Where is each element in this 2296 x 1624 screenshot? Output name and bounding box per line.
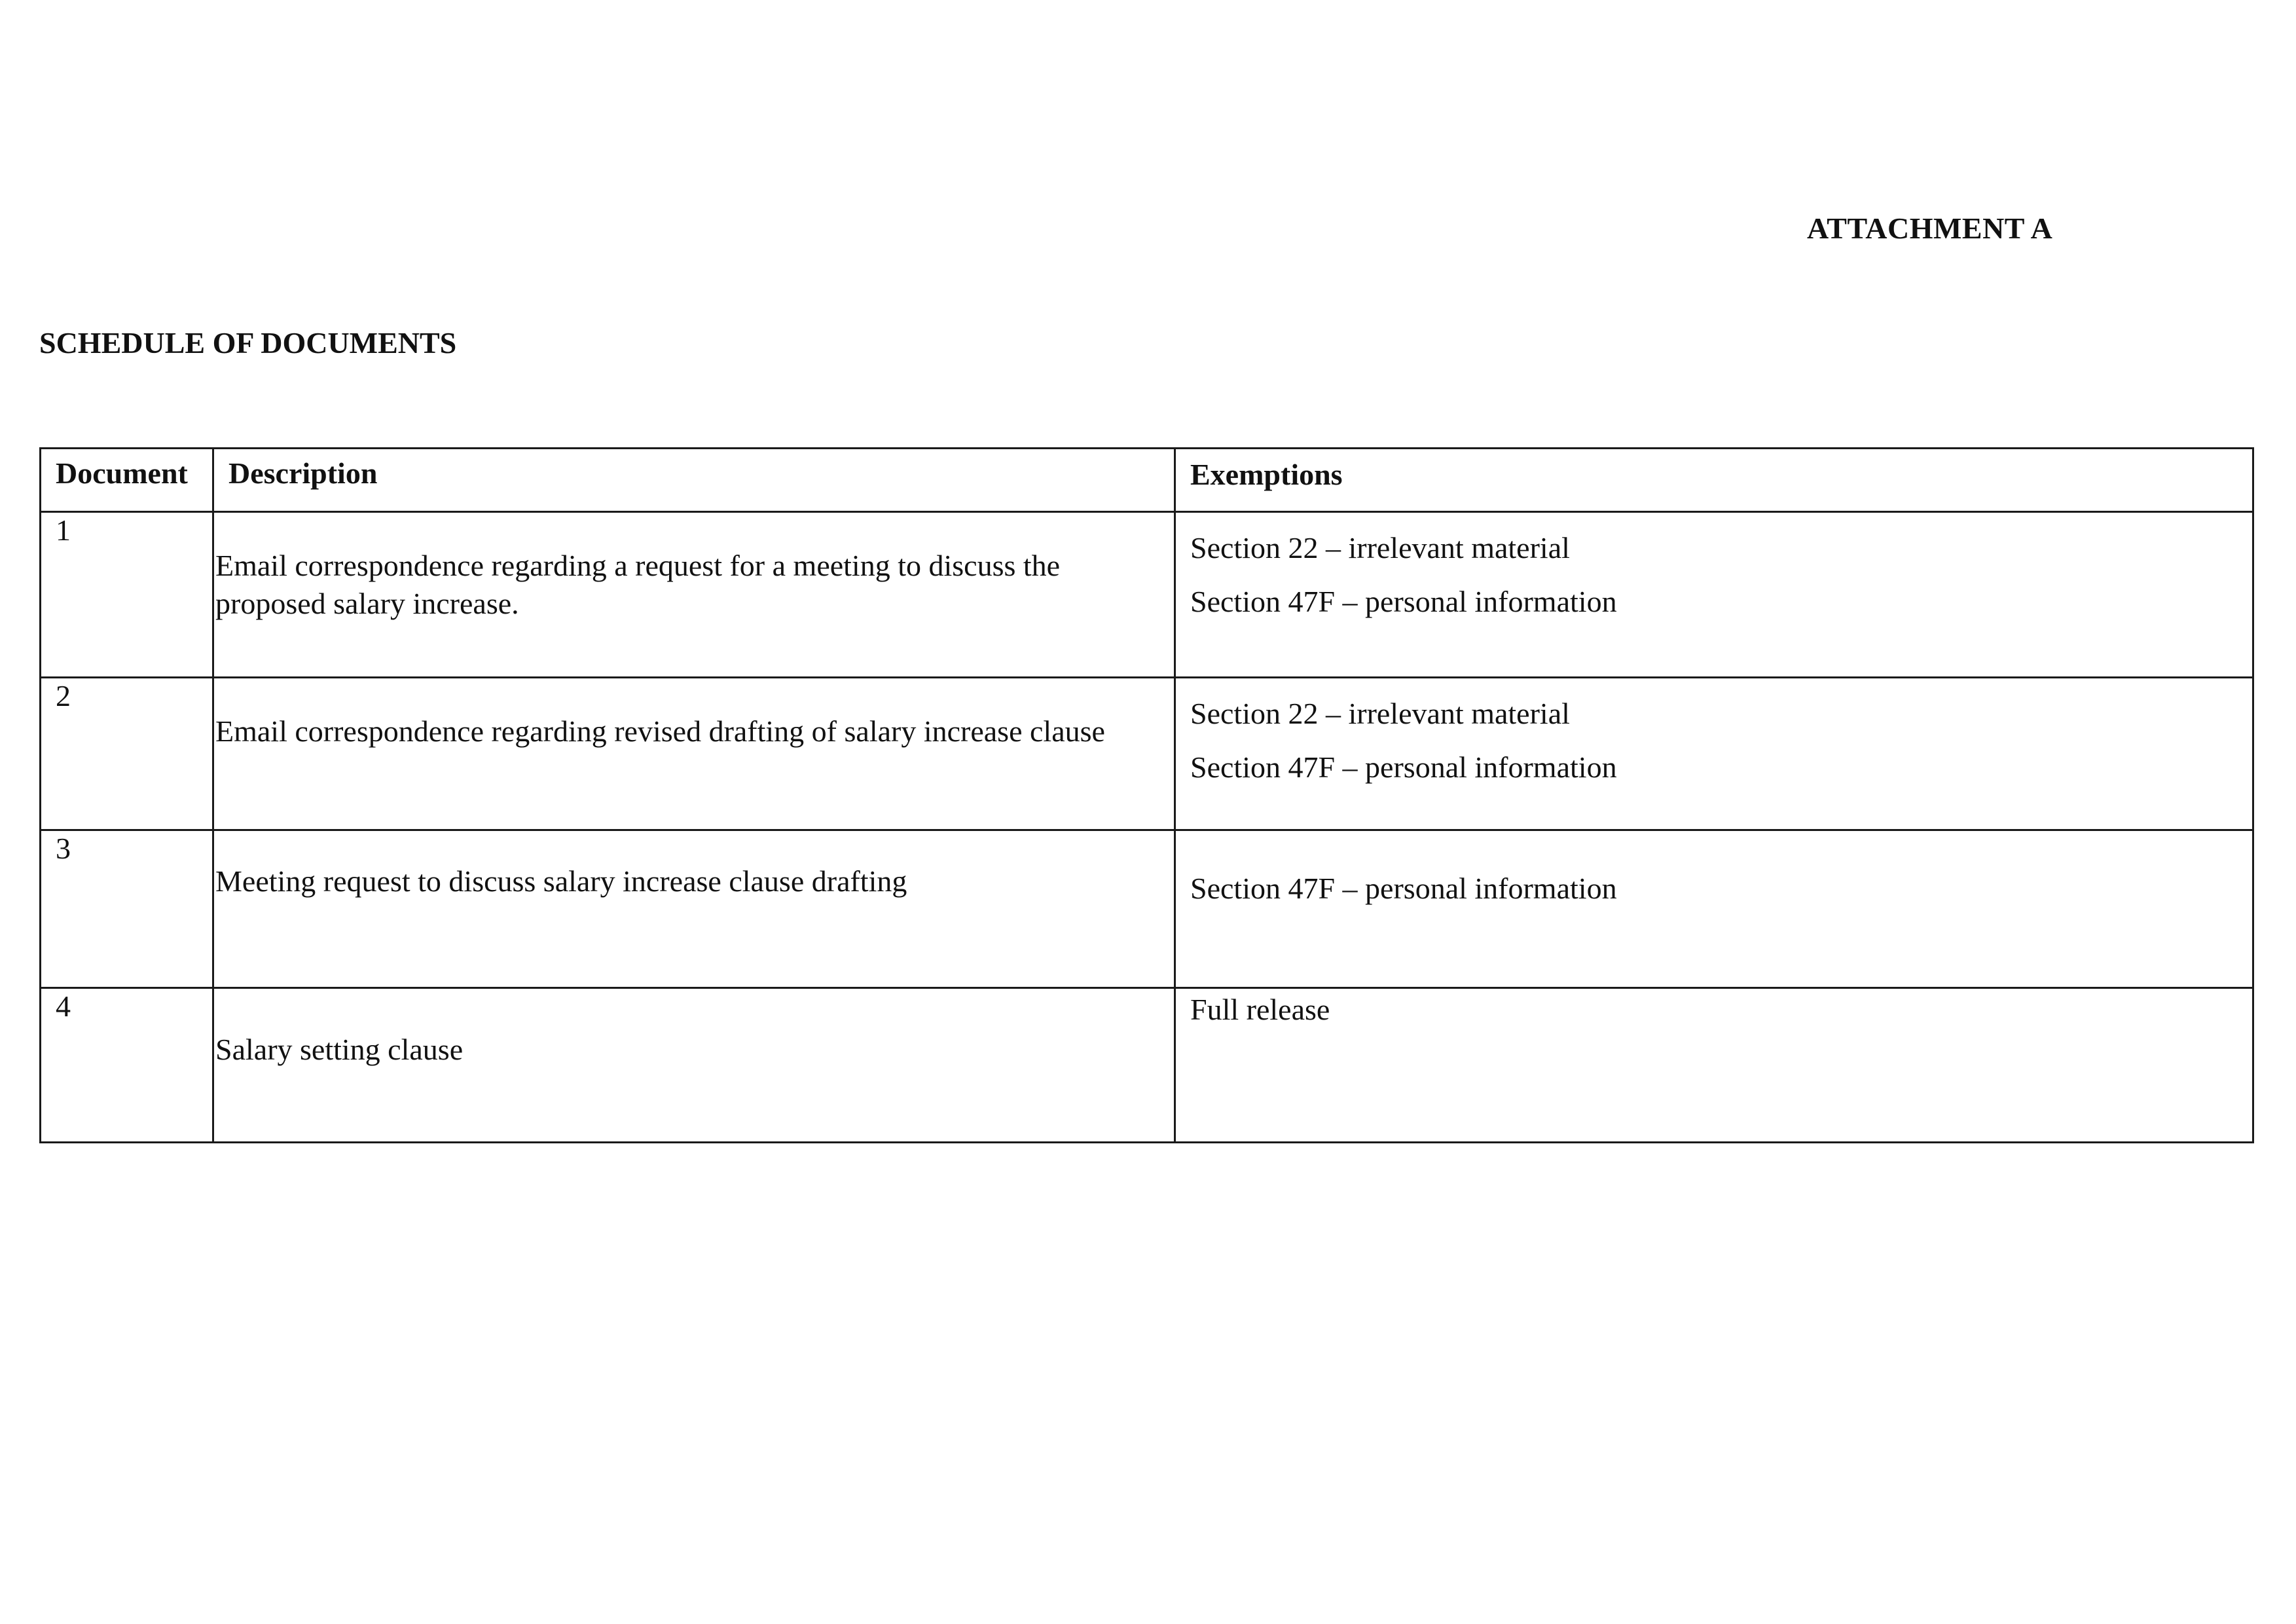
document-cell (41, 988, 213, 1143)
schedule-of-documents-table (39, 447, 2254, 1143)
description-cell (213, 678, 1175, 830)
exemptions-cell (1175, 678, 2253, 830)
document-description: Salary setting clause (215, 1033, 464, 1066)
table-row (41, 988, 2253, 1143)
document-description: Email correspondence regarding revised drafting of salary increase clause (215, 714, 1105, 748)
column-header-document: Document (41, 449, 213, 512)
column-header-exemptions: Exemptions (1175, 449, 2253, 512)
exemption-item: Section 47F – personal information (1190, 872, 1617, 905)
exemptions-list (1176, 831, 2252, 906)
description-cell (213, 988, 1175, 1143)
document-cell (41, 512, 213, 678)
attachment-label: ATTACHMENT A (1807, 212, 2053, 245)
exemptions-cell (1175, 988, 2253, 1143)
table-row (41, 830, 2253, 988)
table-row (41, 512, 2253, 678)
document-number: 2 (56, 679, 71, 712)
document-cell (41, 678, 213, 830)
exemption-item: Section 47F – personal information (1190, 750, 1617, 784)
document-number: 3 (56, 832, 71, 865)
document-number: 4 (56, 989, 71, 1023)
exemption-item: Section 47F – personal information (1190, 585, 1617, 619)
exemption-item: Section 22 – irrelevant material (1190, 697, 1570, 730)
column-header-description: Description (213, 449, 1175, 512)
exemption-item: Section 22 – irrelevant material (1190, 531, 1570, 564)
exemptions-list (1176, 513, 2252, 619)
table-row (41, 678, 2253, 830)
exemptions-cell (1175, 512, 2253, 678)
exemptions-cell (1175, 830, 2253, 988)
document-description: Meeting request to discuss salary increase clause drafting (215, 864, 907, 898)
table-header-row (41, 449, 2253, 512)
document-cell (41, 830, 213, 988)
description-cell (213, 830, 1175, 988)
exemption-item: Full release (1190, 993, 1330, 1026)
schedule-title: SCHEDULE OF DOCUMENTS (39, 326, 457, 360)
description-cell (213, 512, 1175, 678)
exemptions-list (1176, 678, 2252, 785)
exemptions-list (1176, 989, 2252, 1027)
document-number: 1 (56, 513, 71, 547)
document-description: Email correspondence regarding a request for a meeting to discuss the proposed salary increase. (215, 549, 1061, 620)
